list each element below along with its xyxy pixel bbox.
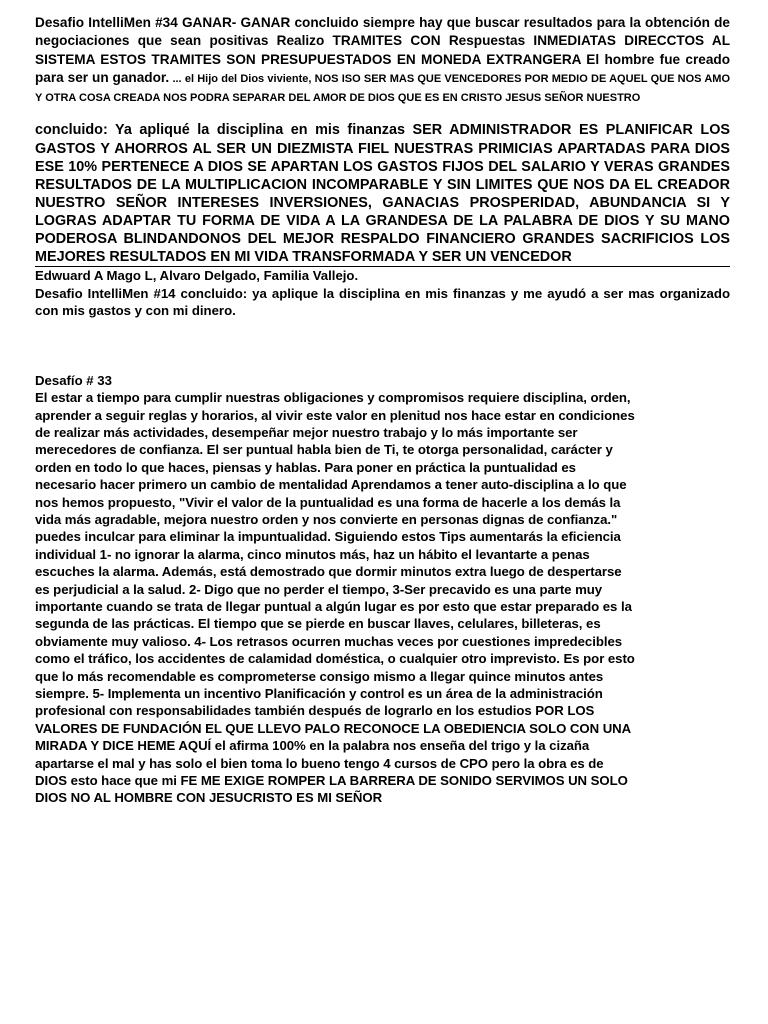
desafio-33-paragraph: [35, 389, 730, 807]
desafio-34-main-text: Desafio IntelliMen #34 GANAR- GANAR concluido siempre hay que buscar resultados para la obtención de negociaciones que sean positivas Realizo TRAMITES CON Respuestas INMEDIATAS DIRECCTOS AL SISTEMA ESTOS TRAMITES SON PRESUPUESTADOS EN MONEDA EXTRANGERA El hombre fue creado para ser un ganador.: [35, 15, 730, 85]
text-line: MIRADA Y DICE HEME AQUÍ el afirma 100% en la palabra nos enseña del trigo y la cizaña: [35, 738, 590, 754]
text-line: segunda de las prácticas. El tiempo que se pierde en buscar llaves, celulares, billeteras, es: [35, 616, 601, 632]
text-line: orden en todo lo que haces, piensas y hablas. Para poner en práctica la puntualidad es: [35, 459, 576, 475]
text-line: El estar a tiempo para cumplir nuestras obligaciones y compromisos requiere disciplina, orden,: [35, 390, 631, 406]
text-line: merecedores de confianza. El ser puntual habla bien de Ti, te otorga personalidad, carácter y: [35, 442, 613, 458]
text-line: aprender a seguir reglas y horarios, al vivir este valor en plenitud nos hace estar en condiciones: [35, 407, 635, 423]
text-line: es perjudicial a la salud. 2- Digo que no perder el tiempo, 3-Ser precavido es una parte muy: [35, 581, 603, 597]
desafio-33-title: Desafío # 33: [35, 372, 112, 388]
text-line: DIOS NO AL HOMBRE CON JESUCRISTO ES MI SEÑOR: [35, 790, 383, 806]
text-line: obviamente muy valioso. 4- Los retrasos ocurren muchas veces por cuestiones impredecibles: [35, 633, 623, 649]
desafio-34-small-text: ... el Hijo del Dios viviente, NOS ISO SER MAS QUE VENCEDORES POR MEDIO DE AQUEL QUE NOS AMO Y OTRA COSA CREADA NOS PODRA SEPARAR DEL AMOR DE DIOS QUE ES EN CRISTO JESUS SEÑOR NUESTRO: [35, 72, 730, 105]
desafio-34-paragraph: [35, 14, 730, 107]
text-line: individual 1- no ignorar la alarma, cinco minutos más, haz un hábito el levantarte a penas: [35, 546, 590, 562]
text-line: nos hemos propuesto, "Vivir el valor de la puntualidad es una forma de hacerle a los demás la: [35, 494, 621, 510]
text-line: puedes inculcar para eliminar la impuntualidad. Siguiendo estos Tips aumentarás la eficiencia: [35, 529, 621, 545]
text-line: VALORES DE FUNDACIÓN EL QUE LLEVO PALO RECONOCE LA OBEDIENCIA SOLO CON UNA: [35, 720, 632, 736]
text-line: vida más agradable, mejora nuestro orden y nos convierte en personas dignas de confianza.": [35, 511, 618, 527]
text-line: DIOS esto hace que mi FE ME EXIGE ROMPER LA BARRERA DE SONIDO SERVIMOS UN SOLO: [35, 773, 628, 789]
names-line: Edwuard A Mago L, Alvaro Delgado, Familia Vallejo.: [35, 268, 359, 284]
document-page: [35, 14, 730, 807]
text-line: de realizar más actividades, desempeñar mejor nuestro trabajo y lo más importante ser: [35, 424, 578, 440]
text-line: escuches la alarma. Además, está demostrado que dormir minutos extra luego de despertarse: [35, 564, 622, 580]
text-line: apartarse el mal y has solo el bien toma lo bueno tengo 4 cursos de CPO pero la obra es de: [35, 755, 604, 771]
finanzas-paragraph: concluido: Ya apliqué la disciplina en mis finanzas SER ADMINISTRADOR ES PLANIFICAR LOS GASTOS Y AHORROS AL SER UN DIEZMISTA FIEL NUESTRAS PRIMICIAS APARTADAS PARA DIOS ESE 10% PERTENECE A DIOS SE APARTAN LOS GASTOS FIJOS DEL SALARIO Y VERAS GRANDES RESULTADOS DE LA MULTIPLICACION INCOMPARABLE Y SIN LIMITES QUE NOS DA EL CREADOR NUESTRO SEÑOR INTERESES INVERSIONES, GANACIAS PROSPERIDAD, ABUNDANCIA SI Y LOGRAS ADAPTAR TU FORMA DE VIDA A LA GRANDESA DE LA PALABRA DE DIOS Y SU MANO PODEROSA BLINDANDONOS DEL MEJOR RESPALDO FINANCIERO GRANDES SACRIFICIOS LOS MEJORES RESULTADOS EN MI VIDA TRANSFORMADA Y SER UN VENCEDOR: [35, 122, 730, 266]
text-line: siempre. 5- Implementa un incentivo Planificación y control es un área de la administración: [35, 686, 603, 702]
text-line: que lo más recomendable es comprometerse consigo mismo a llegar quince minutos antes: [35, 668, 604, 684]
desafio-14-paragraph: Desafio IntelliMen #14 concluido: ya aplique la disciplina en mis finanzas y me ayudó a ser mas organizado con mis gastos y con mi dinero.: [35, 285, 730, 319]
text-line: profesional con responsabilidades también después de lograrlo en los estudios POR LOS: [35, 703, 595, 719]
text-line: importante cuando se trata de llegar puntual a algún lugar es por esto que estar preparado es la: [35, 599, 632, 615]
text-line: necesario hacer primero un cambio de mentalidad Aprendamos a tener auto-disciplina a lo que: [35, 477, 627, 493]
text-line: como el tráfico, los accidentes de calamidad doméstica, o cualquier otro imprevisto. Es por esto: [35, 651, 635, 667]
